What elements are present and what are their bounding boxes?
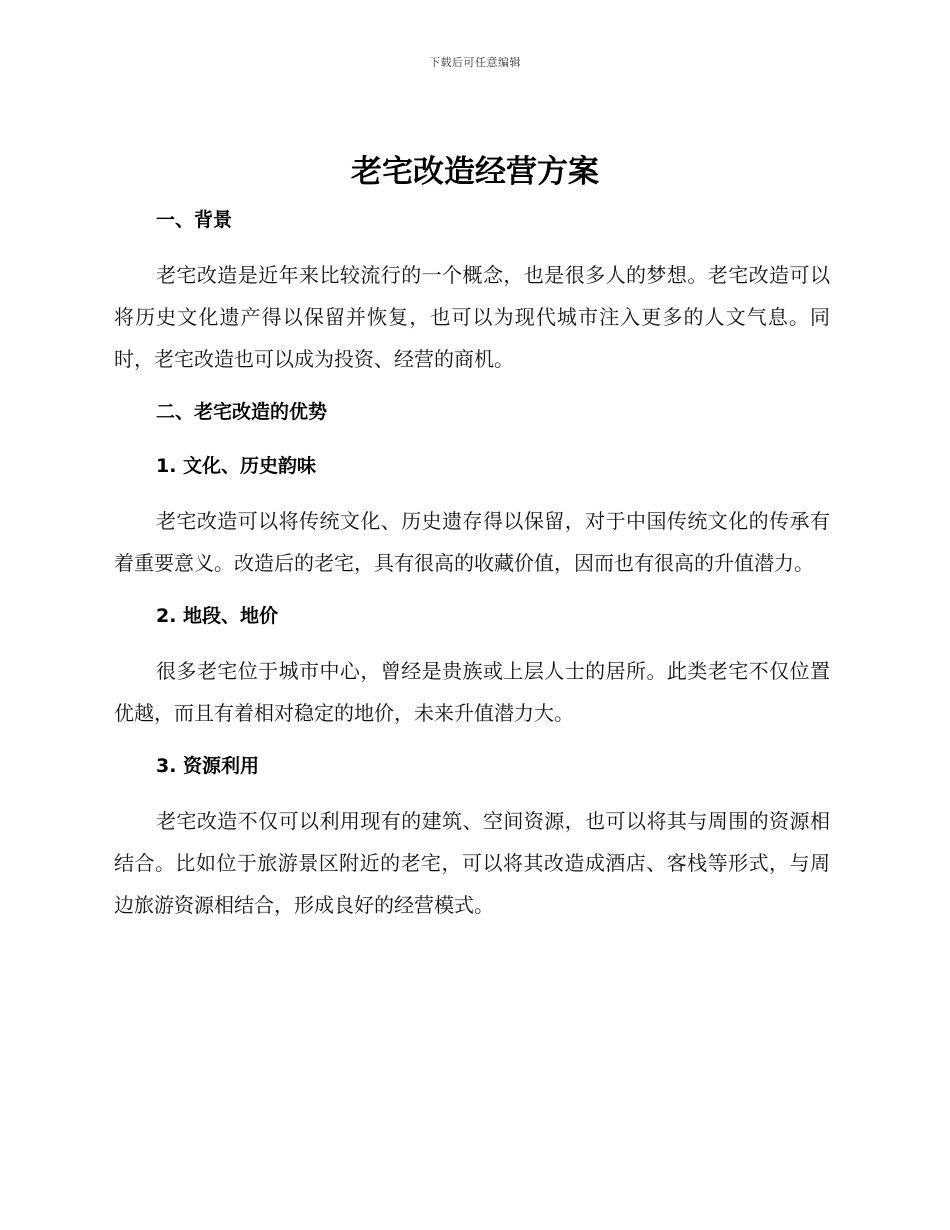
header-note: 下载后可任意编辑: [429, 56, 521, 69]
paragraph-culture: 老宅改造可以将传统文化、历史遗存得以保留，对于中国传统文化的传承有着重要意义。改造后的老宅，具有很高的收藏价值，因而也有很高的升值潜力。: [114, 509, 830, 575]
section-heading-advantages: 二、老宅改造的优势: [156, 401, 328, 423]
document-title: 老宅改造经营方案: [351, 154, 599, 190]
subsection-heading-location: 2. 地段、地价: [156, 605, 279, 627]
subsection-heading-culture: 1. 文化、历史韵味: [156, 455, 317, 477]
paragraph-background: 老宅改造是近年来比较流行的一个概念，也是很多人的梦想。老宅改造可以将历史文化遗产得以保留并恢复，也可以为现代城市注入更多的人文气息。同时，老宅改造也可以成为投资、经营的商机。: [114, 263, 830, 371]
paragraph-resources: 老宅改造不仅可以利用现有的建筑、空间资源，也可以将其与周围的资源相结合。比如位于旅游景区附近的老宅，可以将其改造成酒店、客栈等形式，与周边旅游资源相结合，形成良好的经营模式。: [114, 809, 830, 917]
section-heading-background: 一、背景: [156, 209, 233, 231]
subsection-heading-resources: 3. 资源利用: [156, 755, 260, 777]
paragraph-location: 很多老宅位于城市中心，曾经是贵族或上层人士的居所。此类老宅不仅位置优越，而且有着相对稳定的地价，未来升值潜力大。: [114, 659, 830, 725]
document-body: [114, 200, 830, 926]
